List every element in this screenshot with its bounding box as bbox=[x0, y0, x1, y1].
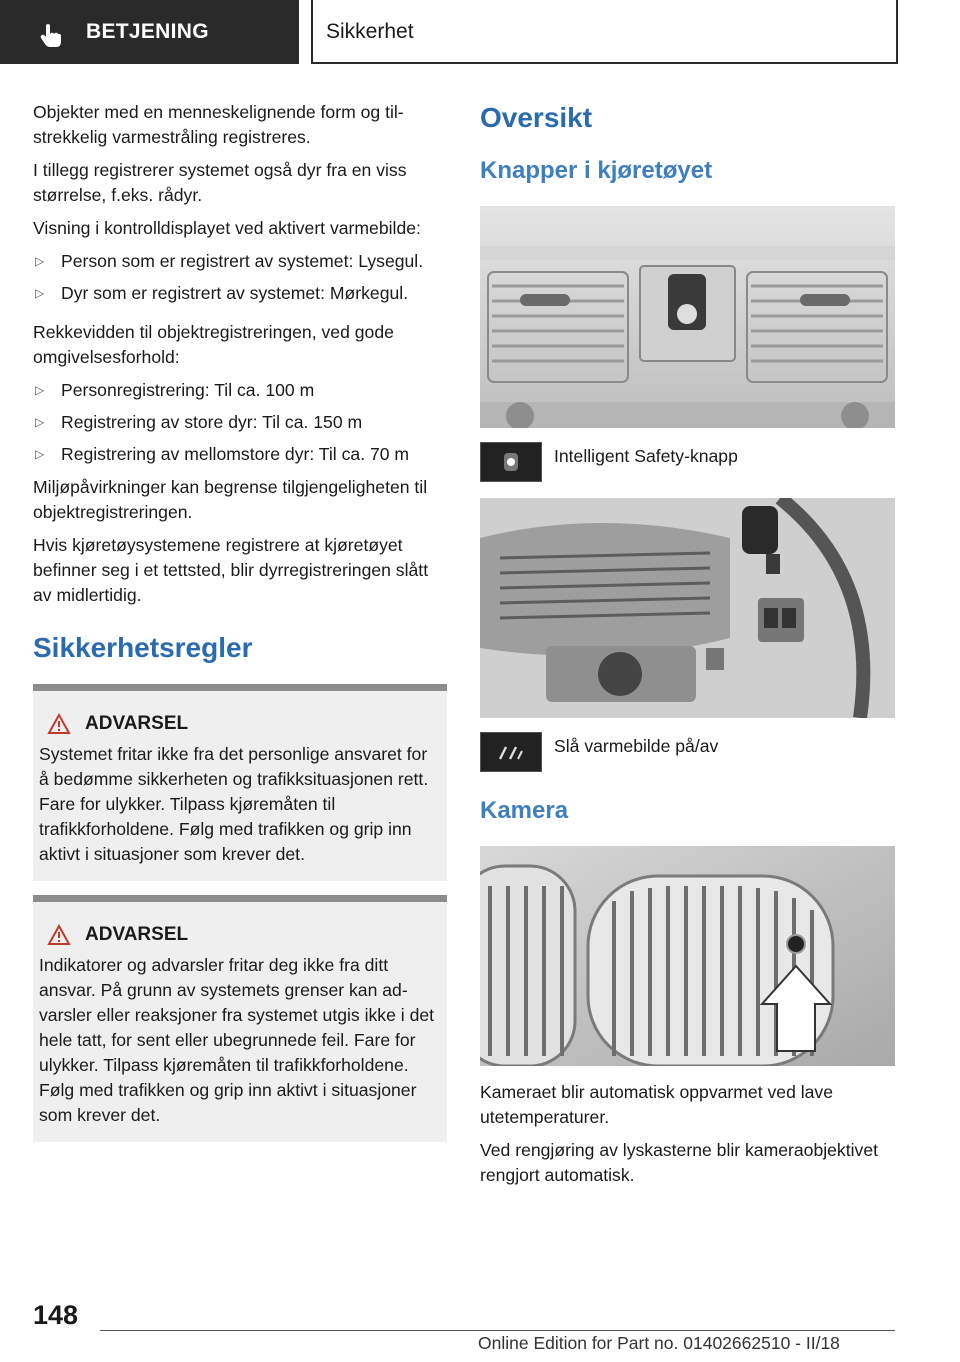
warning-title bbox=[39, 922, 441, 947]
warning-text: Indikatorer og advarsler fritar deg ikke fra ditt ansvar. På grunn av systemets grenser kan advarsler eller reaksjoner fra systemet utgis ikke i det hele tatt, for sent eller ubegrunnede feil. Fare for ulykker. Tilpass kjøremåten til trafikkforholdene. Følg med trafikken og grip inn aktivt i situasjoner som krever det. bbox=[39, 955, 435, 1125]
list-item-text: Person som er registrert av systemet: Lysegul. bbox=[61, 251, 424, 271]
warning-box bbox=[33, 684, 447, 881]
warning-label: ADVARSEL bbox=[85, 713, 189, 734]
list-item-text: Registrering av mellomstore dyr: Til ca. 70 m bbox=[61, 444, 410, 464]
warning-text: Systemet fritar ikke fra det personlige ansvaret for å bedømme sikkerheten og trafikksituasjonen rett. Fare for ulykker. Tilpass kjøremåten til trafikkforholdene. Følg med trafikken og grip inn aktivt i situasjoner som krever det. bbox=[39, 744, 429, 864]
right-column bbox=[480, 98, 895, 1196]
legend-row bbox=[480, 442, 895, 482]
triangle-bullet-icon: ▷ bbox=[35, 286, 45, 300]
subheading-buttons: Knapper i kjøretøyet bbox=[480, 157, 713, 184]
warning-triangle-icon bbox=[47, 713, 71, 735]
paragraph: Hvis kjøretøysystemene registrere at kjøretøyet befinner seg i et tettsted, blir dyrregistreringen slått av midlertidig. bbox=[33, 535, 429, 605]
paragraph: Visning i kontrolldisplayet ved aktivert varmebilde: bbox=[33, 218, 421, 238]
warning-label: ADVARSEL bbox=[85, 924, 189, 945]
section-tab bbox=[0, 0, 299, 64]
legend-row bbox=[480, 732, 895, 772]
safety-button-icon bbox=[480, 442, 542, 482]
edition-text: Online Edition for Part no. 01402662510 - II/18 bbox=[478, 1333, 840, 1353]
paragraph: Miljøpåvirkninger kan begrense tilgjengeligheten til objektregistreringen. bbox=[33, 477, 428, 522]
triangle-bullet-icon: ▷ bbox=[35, 383, 45, 397]
legend-text: Slå varmebilde på/av bbox=[554, 736, 719, 756]
left-column bbox=[33, 100, 447, 1156]
console-button-photo bbox=[480, 206, 895, 428]
list-item bbox=[33, 249, 447, 274]
list-item bbox=[33, 410, 447, 435]
list-item bbox=[33, 442, 447, 467]
paragraph: Rekkevidden til objektregistreringen, ved gode omgivelsesforhold: bbox=[33, 322, 394, 367]
warning-triangle-icon bbox=[47, 924, 71, 946]
paragraph: I tillegg registrerer systemet også dyr fra en viss størrelse, f.eks. rådyr. bbox=[33, 160, 407, 205]
hand-pointer-icon bbox=[38, 22, 64, 48]
list-item bbox=[33, 281, 447, 306]
paragraph: Objekter med en menneskelignende form og tilstrekkelig varmestråling registreres. bbox=[33, 102, 404, 147]
grille-camera-photo bbox=[480, 846, 895, 1066]
section-title: BETJENING bbox=[86, 20, 209, 43]
chapter-tab bbox=[311, 0, 898, 64]
triangle-bullet-icon: ▷ bbox=[35, 254, 45, 268]
list-item bbox=[33, 378, 447, 403]
triangle-bullet-icon: ▷ bbox=[35, 447, 45, 461]
triangle-bullet-icon: ▷ bbox=[35, 415, 45, 429]
bullet-list bbox=[33, 249, 447, 306]
warning-box bbox=[33, 895, 447, 1142]
legend-text: Intelligent Safety-knapp bbox=[554, 446, 738, 466]
paragraph: Ved rengjøring av lyskasterne blir kameraobjektivet rengjort automatisk. bbox=[480, 1140, 878, 1185]
page-header bbox=[0, 0, 960, 66]
bullet-list bbox=[33, 378, 447, 467]
list-item-text: Dyr som er registrert av systemet: Mørkegul. bbox=[61, 283, 409, 303]
list-item-text: Registrering av store dyr: Til ca. 150 m bbox=[61, 412, 363, 432]
overview-heading: Oversikt bbox=[480, 102, 593, 133]
list-item-text: Personregistrering: Til ca. 100 m bbox=[61, 380, 315, 400]
dashboard-switch-photo bbox=[480, 498, 895, 718]
page-number: 148 bbox=[33, 1300, 79, 1330]
warning-title bbox=[39, 711, 441, 736]
night-vision-icon bbox=[480, 732, 542, 772]
subheading-camera: Kamera bbox=[480, 797, 569, 824]
footer-divider bbox=[100, 1330, 895, 1331]
section-heading: Sikkerhetsregler bbox=[33, 632, 253, 663]
chapter-title: Sikkerhet bbox=[326, 20, 414, 43]
paragraph: Kameraet blir automatisk oppvarmet ved lave utetemperaturer. bbox=[480, 1082, 834, 1127]
